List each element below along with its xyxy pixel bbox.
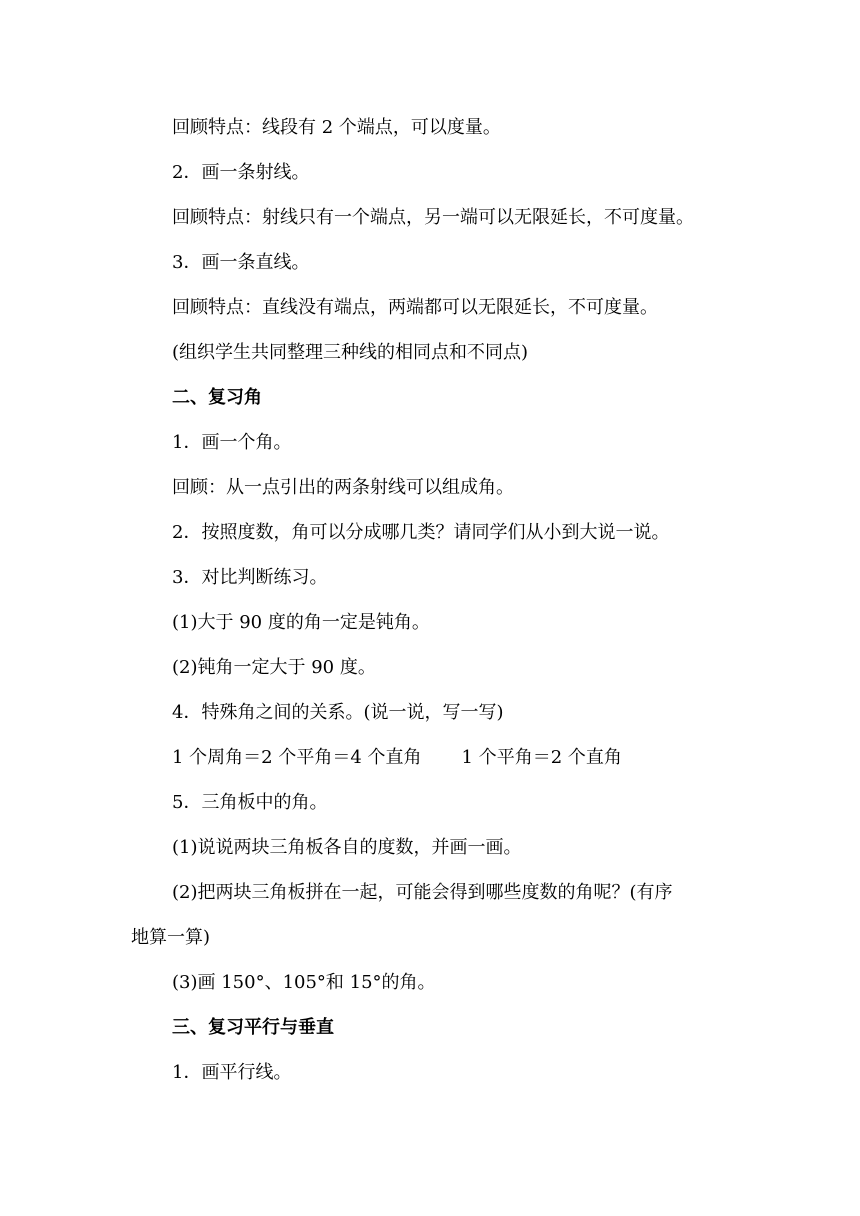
- text-line: (2)钝角一定大于 90 度。: [172, 657, 376, 678]
- section-heading: 三、复习平行与垂直: [172, 1017, 334, 1038]
- text-line: 3．画一条直线。: [172, 252, 310, 273]
- text-line: 地算一算): [131, 927, 211, 948]
- relation-right: 1 个平角＝2 个直角: [461, 747, 622, 768]
- text-line: 1．画一个角。: [172, 432, 292, 453]
- text-line: 回顾特点：射线只有一个端点，另一端可以无限延长，不可度量。: [172, 207, 694, 228]
- text-line: (1)大于 90 度的角一定是钝角。: [172, 612, 430, 633]
- text-line: (3)画 150°、105°和 15°的角。: [172, 972, 436, 993]
- text-line: 2．画一条射线。: [172, 162, 310, 183]
- text-line: 4．特殊角之间的关系。(说一说，写一写): [172, 702, 504, 723]
- text-line: 2．按照度数，角可以分成哪几类？请同学们从小到大说一说。: [172, 522, 670, 543]
- text-line: 1．画平行线。: [172, 1062, 292, 1083]
- text-line: (组织学生共同整理三种线的相同点和不同点): [172, 342, 529, 363]
- text-line: 3．对比判断练习。: [172, 567, 328, 588]
- text-line: 回顾：从一点引出的两条射线可以组成角。: [172, 477, 514, 498]
- section-heading: 二、复习角: [172, 387, 262, 408]
- text-line: 回顾特点：直线没有端点，两端都可以无限延长，不可度量。: [172, 297, 658, 318]
- text-line: (1)说说两块三角板各自的度数，并画一画。: [172, 837, 522, 858]
- text-line: 5．三角板中的角。: [172, 792, 328, 813]
- text-line: (2)把两块三角板拼在一起，可能会得到哪些度数的角呢？(有序: [172, 882, 673, 903]
- text-line: 回顾特点：线段有 2 个端点，可以度量。: [172, 117, 501, 138]
- text-line: [172, 746, 622, 770]
- relation-left: 1 个周角＝2 个平角＝4 个直角: [172, 747, 422, 768]
